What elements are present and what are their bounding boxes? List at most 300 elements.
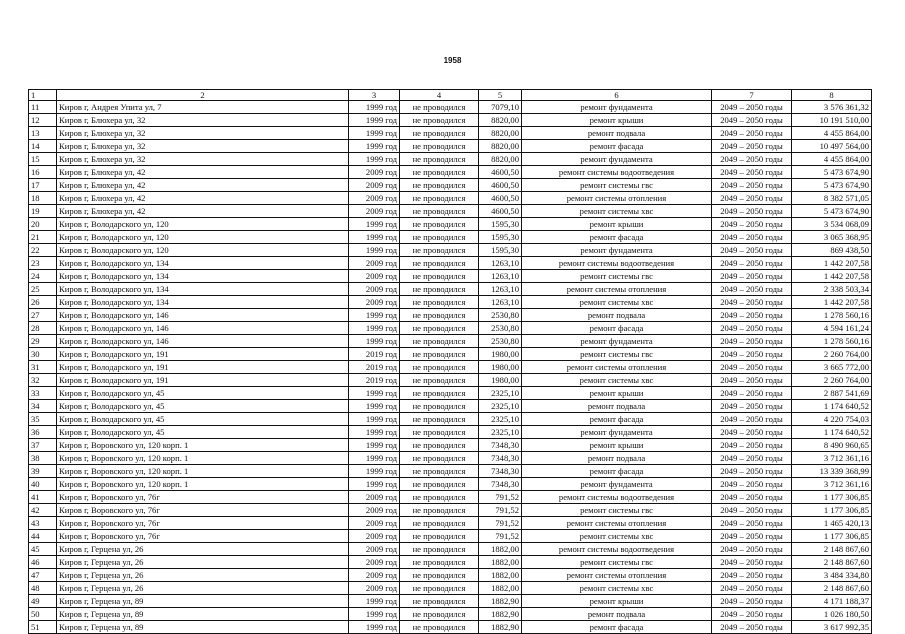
commission-year-cell: 1999 год xyxy=(349,595,400,608)
address-cell: Киров г, Воровского ул, 120 корп. 1 xyxy=(57,439,349,452)
cost-cell: 1 465 420,13 xyxy=(792,517,872,530)
area-cell: 7348,30 xyxy=(479,465,522,478)
commission-year-cell: 2009 год xyxy=(349,192,400,205)
address-cell: Киров г, Герцена ул, 89 xyxy=(57,595,349,608)
work-type-cell: ремонт подвала xyxy=(522,452,712,465)
work-type-cell: ремонт системы гвс xyxy=(522,504,712,517)
address-cell: Киров г, Воровского ул, 120 корп. 1 xyxy=(57,478,349,491)
col-header-5: 5 xyxy=(479,90,522,101)
row-number: 30 xyxy=(29,348,57,361)
cost-cell: 5 473 674,90 xyxy=(792,205,872,218)
last-repair-cell: не проводился xyxy=(400,413,479,426)
address-cell: Киров г, Володарского ул, 120 xyxy=(57,218,349,231)
last-repair-cell: не проводился xyxy=(400,192,479,205)
commission-year-cell: 2009 год xyxy=(349,205,400,218)
address-cell: Киров г, Воровского ул, 120 корп. 1 xyxy=(57,465,349,478)
table-row xyxy=(29,478,872,491)
commission-year-cell: 1999 год xyxy=(349,127,400,140)
last-repair-cell: не проводился xyxy=(400,348,479,361)
planned-period-cell: 2049 – 2050 годы xyxy=(712,179,792,192)
work-type-cell: ремонт системы гвс xyxy=(522,179,712,192)
commission-year-cell: 1999 год xyxy=(349,621,400,634)
work-type-cell: ремонт системы отопления xyxy=(522,569,712,582)
planned-period-cell: 2049 – 2050 годы xyxy=(712,114,792,127)
work-type-cell: ремонт системы хвс xyxy=(522,205,712,218)
address-cell: Киров г, Володарского ул, 120 xyxy=(57,231,349,244)
planned-period-cell: 2049 – 2050 годы xyxy=(712,166,792,179)
work-type-cell: ремонт системы отопления xyxy=(522,283,712,296)
row-number: 48 xyxy=(29,582,57,595)
address-cell: Киров г, Блюхера ул, 32 xyxy=(57,153,349,166)
cost-cell: 1 177 306,85 xyxy=(792,491,872,504)
planned-period-cell: 2049 – 2050 годы xyxy=(712,296,792,309)
last-repair-cell: не проводился xyxy=(400,621,479,634)
cost-cell: 3 484 334,80 xyxy=(792,569,872,582)
address-cell: Киров г, Герцена ул, 89 xyxy=(57,608,349,621)
address-cell: Киров г, Володарского ул, 146 xyxy=(57,335,349,348)
work-type-cell: ремонт фундамента xyxy=(522,153,712,166)
address-cell: Киров г, Блюхера ул, 32 xyxy=(57,127,349,140)
area-cell: 4600,50 xyxy=(479,192,522,205)
area-cell: 791,52 xyxy=(479,491,522,504)
row-number: 21 xyxy=(29,231,57,244)
work-type-cell: ремонт крыши xyxy=(522,218,712,231)
table-row xyxy=(29,153,872,166)
cost-cell: 4 455 864,00 xyxy=(792,153,872,166)
work-type-cell: ремонт системы отопления xyxy=(522,361,712,374)
work-type-cell: ремонт фундамента xyxy=(522,335,712,348)
work-type-cell: ремонт фасада xyxy=(522,621,712,634)
commission-year-cell: 1999 год xyxy=(349,309,400,322)
last-repair-cell: не проводился xyxy=(400,530,479,543)
cost-cell: 2 887 541,69 xyxy=(792,387,872,400)
area-cell: 7079,10 xyxy=(479,101,522,114)
work-type-cell: ремонт крыши xyxy=(522,387,712,400)
last-repair-cell: не проводился xyxy=(400,166,479,179)
table-row xyxy=(29,283,872,296)
cost-cell: 2 260 764,00 xyxy=(792,348,872,361)
row-number: 28 xyxy=(29,322,57,335)
work-type-cell: ремонт фундамента xyxy=(522,244,712,257)
row-number: 26 xyxy=(29,296,57,309)
cost-cell: 2 148 867,60 xyxy=(792,582,872,595)
cost-cell: 1 026 180,50 xyxy=(792,608,872,621)
last-repair-cell: не проводился xyxy=(400,543,479,556)
table-row xyxy=(29,205,872,218)
row-number: 11 xyxy=(29,101,57,114)
commission-year-cell: 1999 год xyxy=(349,231,400,244)
commission-year-cell: 1999 год xyxy=(349,153,400,166)
last-repair-cell: не проводился xyxy=(400,452,479,465)
table-row xyxy=(29,530,872,543)
area-cell: 8820,00 xyxy=(479,127,522,140)
address-cell: Киров г, Володарского ул, 146 xyxy=(57,309,349,322)
last-repair-cell: не проводился xyxy=(400,101,479,114)
commission-year-cell: 1999 год xyxy=(349,140,400,153)
area-cell: 2530,80 xyxy=(479,309,522,322)
table-row xyxy=(29,465,872,478)
work-type-cell: ремонт фасада xyxy=(522,322,712,335)
address-cell: Киров г, Володарского ул, 191 xyxy=(57,374,349,387)
address-cell: Киров г, Герцена ул, 26 xyxy=(57,569,349,582)
last-repair-cell: не проводился xyxy=(400,335,479,348)
work-type-cell: ремонт системы водоотведения xyxy=(522,543,712,556)
commission-year-cell: 1999 год xyxy=(349,452,400,465)
planned-period-cell: 2049 – 2050 годы xyxy=(712,231,792,244)
work-type-cell: ремонт фундамента xyxy=(522,478,712,491)
commission-year-cell: 2009 год xyxy=(349,166,400,179)
table-row xyxy=(29,335,872,348)
last-repair-cell: не проводился xyxy=(400,504,479,517)
address-cell: Киров г, Володарского ул, 134 xyxy=(57,270,349,283)
address-cell: Киров г, Воровского ул, 76г xyxy=(57,517,349,530)
address-cell: Киров г, Блюхера ул, 42 xyxy=(57,166,349,179)
cost-cell: 2 338 503,34 xyxy=(792,283,872,296)
planned-period-cell: 2049 – 2050 годы xyxy=(712,127,792,140)
planned-period-cell: 2049 – 2050 годы xyxy=(712,530,792,543)
table-row xyxy=(29,517,872,530)
area-cell: 2325,10 xyxy=(479,413,522,426)
address-cell: Киров г, Володарского ул, 45 xyxy=(57,387,349,400)
row-number: 44 xyxy=(29,530,57,543)
area-cell: 791,52 xyxy=(479,530,522,543)
planned-period-cell: 2049 – 2050 годы xyxy=(712,335,792,348)
address-cell: Киров г, Володарского ул, 146 xyxy=(57,322,349,335)
planned-period-cell: 2049 – 2050 годы xyxy=(712,218,792,231)
table-row xyxy=(29,387,872,400)
cost-cell: 3 576 361,32 xyxy=(792,101,872,114)
planned-period-cell: 2049 – 2050 годы xyxy=(712,413,792,426)
work-type-cell: ремонт подвала xyxy=(522,400,712,413)
commission-year-cell: 2009 год xyxy=(349,582,400,595)
table-row xyxy=(29,569,872,582)
table-row xyxy=(29,270,872,283)
table-row xyxy=(29,218,872,231)
row-number: 39 xyxy=(29,465,57,478)
table-row xyxy=(29,114,872,127)
area-cell: 1882,90 xyxy=(479,595,522,608)
work-type-cell: ремонт фундамента xyxy=(522,426,712,439)
planned-period-cell: 2049 – 2050 годы xyxy=(712,439,792,452)
address-cell: Киров г, Блюхера ул, 42 xyxy=(57,179,349,192)
row-number: 51 xyxy=(29,621,57,634)
cost-cell: 2 148 867,60 xyxy=(792,543,872,556)
work-type-cell: ремонт крыши xyxy=(522,114,712,127)
commission-year-cell: 1999 год xyxy=(349,608,400,621)
col-header-4: 4 xyxy=(400,90,479,101)
planned-period-cell: 2049 – 2050 годы xyxy=(712,452,792,465)
row-number: 35 xyxy=(29,413,57,426)
row-number: 46 xyxy=(29,556,57,569)
col-header-1: 1 xyxy=(29,90,57,101)
last-repair-cell: не проводился xyxy=(400,439,479,452)
commission-year-cell: 1999 год xyxy=(349,114,400,127)
row-number: 38 xyxy=(29,452,57,465)
cost-cell: 1 174 640,52 xyxy=(792,426,872,439)
cost-cell: 3 712 361,16 xyxy=(792,478,872,491)
row-number: 42 xyxy=(29,504,57,517)
work-type-cell: ремонт фундамента xyxy=(522,101,712,114)
page-number: 1958 xyxy=(443,56,462,65)
row-number: 33 xyxy=(29,387,57,400)
table-row xyxy=(29,348,872,361)
work-type-cell: ремонт фасада xyxy=(522,465,712,478)
commission-year-cell: 1999 год xyxy=(349,413,400,426)
commission-year-cell: 2009 год xyxy=(349,517,400,530)
row-number: 37 xyxy=(29,439,57,452)
last-repair-cell: не проводился xyxy=(400,491,479,504)
work-type-cell: ремонт системы отопления xyxy=(522,192,712,205)
table-row xyxy=(29,127,872,140)
area-cell: 2530,80 xyxy=(479,335,522,348)
cost-cell: 1 177 306,85 xyxy=(792,504,872,517)
work-type-cell: ремонт системы гвс xyxy=(522,556,712,569)
last-repair-cell: не проводился xyxy=(400,426,479,439)
area-cell: 8820,00 xyxy=(479,153,522,166)
cost-cell: 4 455 864,00 xyxy=(792,127,872,140)
row-number: 47 xyxy=(29,569,57,582)
cost-cell: 1 177 306,85 xyxy=(792,530,872,543)
planned-period-cell: 2049 – 2050 годы xyxy=(712,244,792,257)
address-cell: Киров г, Андрея Упита ул, 7 xyxy=(57,101,349,114)
row-number: 25 xyxy=(29,283,57,296)
address-cell: Киров г, Володарского ул, 45 xyxy=(57,426,349,439)
planned-period-cell: 2049 – 2050 годы xyxy=(712,556,792,569)
row-number: 41 xyxy=(29,491,57,504)
row-number: 24 xyxy=(29,270,57,283)
last-repair-cell: не проводился xyxy=(400,231,479,244)
last-repair-cell: не проводился xyxy=(400,296,479,309)
area-cell: 791,52 xyxy=(479,517,522,530)
commission-year-cell: 2009 год xyxy=(349,179,400,192)
last-repair-cell: не проводился xyxy=(400,361,479,374)
area-cell: 1595,30 xyxy=(479,244,522,257)
table-row xyxy=(29,543,872,556)
cost-cell: 4 171 188,37 xyxy=(792,595,872,608)
row-number: 12 xyxy=(29,114,57,127)
cost-cell: 10 191 510,00 xyxy=(792,114,872,127)
last-repair-cell: не проводился xyxy=(400,244,479,257)
commission-year-cell: 2009 год xyxy=(349,257,400,270)
commission-year-cell: 2009 год xyxy=(349,530,400,543)
cost-cell: 1 442 207,58 xyxy=(792,296,872,309)
commission-year-cell: 2009 год xyxy=(349,556,400,569)
row-number: 36 xyxy=(29,426,57,439)
table-row xyxy=(29,244,872,257)
commission-year-cell: 1999 год xyxy=(349,101,400,114)
last-repair-cell: не проводился xyxy=(400,127,479,140)
row-number: 17 xyxy=(29,179,57,192)
last-repair-cell: не проводился xyxy=(400,153,479,166)
address-cell: Киров г, Воровского ул, 76г xyxy=(57,504,349,517)
table-row xyxy=(29,101,872,114)
commission-year-cell: 1999 год xyxy=(349,465,400,478)
row-number: 29 xyxy=(29,335,57,348)
cost-cell: 8 382 571,05 xyxy=(792,192,872,205)
address-cell: Киров г, Володарского ул, 134 xyxy=(57,257,349,270)
area-cell: 1882,00 xyxy=(479,556,522,569)
cost-cell: 2 148 867,60 xyxy=(792,556,872,569)
commission-year-cell: 2019 год xyxy=(349,348,400,361)
area-cell: 4600,50 xyxy=(479,205,522,218)
row-number: 32 xyxy=(29,374,57,387)
planned-period-cell: 2049 – 2050 годы xyxy=(712,153,792,166)
cost-cell: 5 473 674,90 xyxy=(792,179,872,192)
commission-year-cell: 2009 год xyxy=(349,283,400,296)
address-cell: Киров г, Володарского ул, 45 xyxy=(57,413,349,426)
work-type-cell: ремонт подвала xyxy=(522,608,712,621)
last-repair-cell: не проводился xyxy=(400,517,479,530)
row-number: 14 xyxy=(29,140,57,153)
cost-cell: 3 617 992,35 xyxy=(792,621,872,634)
cost-cell: 2 260 764,00 xyxy=(792,374,872,387)
table-row xyxy=(29,361,872,374)
cost-cell: 5 473 674,90 xyxy=(792,166,872,179)
row-number: 45 xyxy=(29,543,57,556)
address-cell: Киров г, Володарского ул, 134 xyxy=(57,296,349,309)
last-repair-cell: не проводился xyxy=(400,283,479,296)
col-header-8: 8 xyxy=(792,90,872,101)
work-type-cell: ремонт системы гвс xyxy=(522,348,712,361)
address-cell: Киров г, Блюхера ул, 42 xyxy=(57,205,349,218)
col-header-7: 7 xyxy=(712,90,792,101)
area-cell: 1980,00 xyxy=(479,348,522,361)
row-number: 40 xyxy=(29,478,57,491)
address-cell: Киров г, Воровского ул, 120 корп. 1 xyxy=(57,452,349,465)
work-type-cell: ремонт системы водоотведения xyxy=(522,491,712,504)
planned-period-cell: 2049 – 2050 годы xyxy=(712,192,792,205)
last-repair-cell: не проводился xyxy=(400,608,479,621)
table-row xyxy=(29,179,872,192)
area-cell: 8820,00 xyxy=(479,114,522,127)
address-cell: Киров г, Герцена ул, 89 xyxy=(57,621,349,634)
last-repair-cell: не проводился xyxy=(400,387,479,400)
last-repair-cell: не проводился xyxy=(400,478,479,491)
planned-period-cell: 2049 – 2050 годы xyxy=(712,400,792,413)
address-cell: Киров г, Володарского ул, 45 xyxy=(57,400,349,413)
table-row xyxy=(29,608,872,621)
area-cell: 7348,30 xyxy=(479,478,522,491)
commission-year-cell: 2009 год xyxy=(349,296,400,309)
commission-year-cell: 2009 год xyxy=(349,270,400,283)
planned-period-cell: 2049 – 2050 годы xyxy=(712,348,792,361)
work-type-cell: ремонт системы гвс xyxy=(522,270,712,283)
area-cell: 2530,80 xyxy=(479,322,522,335)
last-repair-cell: не проводился xyxy=(400,270,479,283)
repair-schedule-table xyxy=(28,89,872,634)
work-type-cell: ремонт системы хвс xyxy=(522,374,712,387)
address-cell: Киров г, Блюхера ул, 32 xyxy=(57,140,349,153)
cost-cell: 4 594 161,24 xyxy=(792,322,872,335)
planned-period-cell: 2049 – 2050 годы xyxy=(712,101,792,114)
last-repair-cell: не проводился xyxy=(400,309,479,322)
commission-year-cell: 2019 год xyxy=(349,374,400,387)
area-cell: 1882,00 xyxy=(479,569,522,582)
work-type-cell: ремонт подвала xyxy=(522,309,712,322)
row-number: 43 xyxy=(29,517,57,530)
area-cell: 1980,00 xyxy=(479,374,522,387)
cost-cell: 8 490 960,65 xyxy=(792,439,872,452)
cost-cell: 3 712 361,16 xyxy=(792,452,872,465)
last-repair-cell: не проводился xyxy=(400,257,479,270)
area-cell: 2325,10 xyxy=(479,426,522,439)
row-number: 19 xyxy=(29,205,57,218)
row-number: 15 xyxy=(29,153,57,166)
area-cell: 791,52 xyxy=(479,504,522,517)
planned-period-cell: 2049 – 2050 годы xyxy=(712,374,792,387)
row-number: 34 xyxy=(29,400,57,413)
planned-period-cell: 2049 – 2050 годы xyxy=(712,543,792,556)
work-type-cell: ремонт крыши xyxy=(522,595,712,608)
commission-year-cell: 1999 год xyxy=(349,244,400,257)
table-row xyxy=(29,491,872,504)
area-cell: 1882,90 xyxy=(479,621,522,634)
cost-cell: 3 534 068,09 xyxy=(792,218,872,231)
cost-cell: 3 065 368,95 xyxy=(792,231,872,244)
address-cell: Киров г, Володарского ул, 134 xyxy=(57,283,349,296)
address-cell: Киров г, Володарского ул, 191 xyxy=(57,361,349,374)
row-number: 20 xyxy=(29,218,57,231)
commission-year-cell: 2009 год xyxy=(349,569,400,582)
cost-cell: 10 497 564,00 xyxy=(792,140,872,153)
last-repair-cell: не проводился xyxy=(400,374,479,387)
col-header-3: 3 xyxy=(349,90,400,101)
commission-year-cell: 2019 год xyxy=(349,361,400,374)
table-row xyxy=(29,296,872,309)
commission-year-cell: 2009 год xyxy=(349,491,400,504)
work-type-cell: ремонт фасада xyxy=(522,231,712,244)
table-row xyxy=(29,452,872,465)
last-repair-cell: не проводился xyxy=(400,114,479,127)
address-cell: Киров г, Герцена ул, 26 xyxy=(57,582,349,595)
commission-year-cell: 1999 год xyxy=(349,478,400,491)
area-cell: 1980,00 xyxy=(479,361,522,374)
commission-year-cell: 1999 год xyxy=(349,439,400,452)
commission-year-cell: 1999 год xyxy=(349,387,400,400)
commission-year-cell: 1999 год xyxy=(349,218,400,231)
row-number: 22 xyxy=(29,244,57,257)
work-type-cell: ремонт крыши xyxy=(522,439,712,452)
area-cell: 1263,10 xyxy=(479,257,522,270)
work-type-cell: ремонт системы водоотведения xyxy=(522,257,712,270)
table-row xyxy=(29,413,872,426)
header-row xyxy=(29,90,872,101)
planned-period-cell: 2049 – 2050 годы xyxy=(712,569,792,582)
address-cell: Киров г, Володарского ул, 120 xyxy=(57,244,349,257)
col-header-6: 6 xyxy=(522,90,712,101)
address-cell: Киров г, Герцена ул, 26 xyxy=(57,556,349,569)
area-cell: 2325,10 xyxy=(479,400,522,413)
work-type-cell: ремонт подвала xyxy=(522,127,712,140)
area-cell: 2325,10 xyxy=(479,387,522,400)
table-row xyxy=(29,582,872,595)
commission-year-cell: 1999 год xyxy=(349,400,400,413)
col-header-2: 2 xyxy=(57,90,349,101)
last-repair-cell: не проводился xyxy=(400,218,479,231)
planned-period-cell: 2049 – 2050 годы xyxy=(712,257,792,270)
cost-cell: 3 665 772,00 xyxy=(792,361,872,374)
last-repair-cell: не проводился xyxy=(400,556,479,569)
area-cell: 1263,10 xyxy=(479,283,522,296)
cost-cell: 13 339 368,99 xyxy=(792,465,872,478)
planned-period-cell: 2049 – 2050 годы xyxy=(712,361,792,374)
planned-period-cell: 2049 – 2050 годы xyxy=(712,608,792,621)
planned-period-cell: 2049 – 2050 годы xyxy=(712,387,792,400)
last-repair-cell: не проводился xyxy=(400,465,479,478)
planned-period-cell: 2049 – 2050 годы xyxy=(712,478,792,491)
cost-cell: 1 278 560,16 xyxy=(792,309,872,322)
table-row xyxy=(29,374,872,387)
